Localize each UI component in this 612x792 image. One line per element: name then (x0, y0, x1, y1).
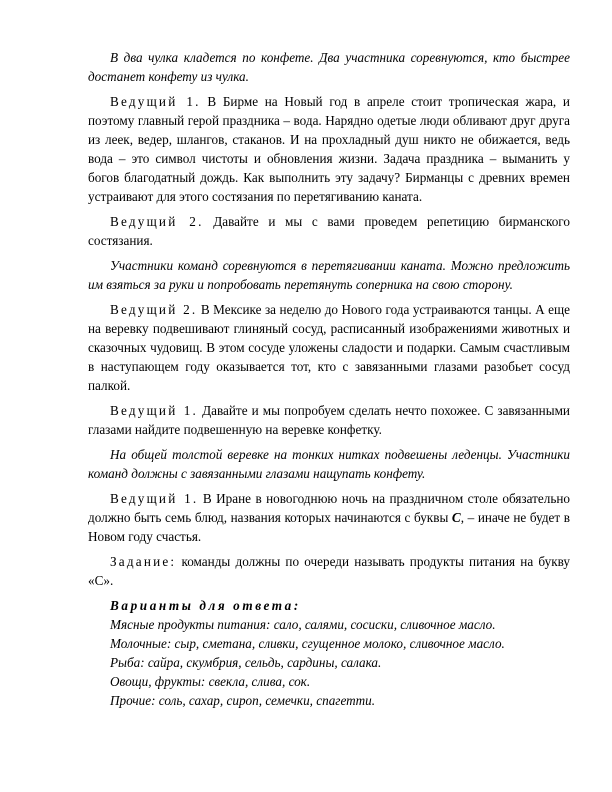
speaker-label: Ведущий 1. (110, 403, 199, 418)
document-page (88, 48, 570, 710)
paragraph-text: В Иране в новогоднюю ночь на праздничном столе обязательно должно быть семь блюд, названия которых начинаются с буквы (88, 491, 570, 525)
paragraph-text: В Мексике за неделю до Нового года устраиваются танцы. А еще на веревку подвешивают глиняный сосуд, расписанный изображениями животных и сказочных чудовищ. В этом сосуде уложены сладости и подарки. Самым счастливым в наступающем году оказывается тот, кто с завязанными глазами разобьет сосуд палкой. (88, 302, 570, 393)
paragraph-text: команды должны по очереди называть продукты питания на букву «С». (88, 554, 570, 588)
paragraph-task (88, 552, 570, 590)
paragraph-iran (88, 489, 570, 546)
list-item: Рыба: сайра, скумбрия, сельдь, сардины, салака. (110, 655, 382, 670)
speaker-label: Ведущий 1. (110, 94, 201, 109)
task-label: Задание: (110, 554, 177, 569)
paragraph-text: , – иначе не будет в Новом году счастья. (88, 510, 571, 544)
paragraph-text: Давайте и мы с вами проведем репетицию бирманского состязания. (88, 214, 570, 248)
answer-heading: Варианты для ответа: (110, 598, 301, 613)
paragraph-text: Давайте и мы попробуем сделать нечто похожее. С завязанными глазами найдите подвешенную на веревке конфетку. (88, 403, 570, 437)
paragraph-instruction-candy: На общей толстой веревке на тонких нитках подвешены леденцы. Участники команд должны с завязанными глазами нащупать конфету. (88, 447, 570, 481)
answer-list (88, 596, 570, 710)
list-item: Мясные продукты питания: сало, салями, сосиски, сливочное масло. (110, 617, 496, 632)
paragraph-text: В Бирме на Новый год в апреле стоит тропическая жара, и поэтому главный герой праздника – вода. Нарядно одетые люди обливают друг друга из леек, ведер, шлангов, стаканов. И на прохладный душ никто не обижается, ведь вода – это символ чистоты и обновления жизни. Задача праздника – выманить у богов благодатный дождь. Как выполнить эту задачу? Бирманцы с древних времен устраивают для этого состязания по перетягиванию каната. (88, 94, 570, 204)
speaker-label: Ведущий 2. (110, 302, 198, 317)
paragraph-instruction-stockings: В два чулка кладется по конфете. Два участника соревнуются, кто быстрее достанет конфету из чулка. (88, 50, 570, 84)
paragraph-rehearsal (88, 212, 570, 250)
speaker-label: Ведущий 2. (110, 214, 204, 229)
paragraph-mexico (88, 300, 570, 395)
speaker-label: Ведущий 1. (110, 491, 199, 506)
paragraph-instruction-tug: Участники команд соревнуются в перетягивании каната. Можно предложить им взяться за руки и попробовать перетянуть соперника на свою сторону. (88, 258, 570, 292)
list-item: Овощи, фрукты: свекла, слива, сок. (110, 674, 311, 689)
paragraph-blindfold (88, 401, 570, 439)
list-item: Молочные: сыр, сметана, сливки, сгущенное молоко, сливочное масло. (110, 636, 505, 651)
paragraph-burma (88, 92, 570, 206)
letter-highlight: С (451, 510, 461, 525)
list-item: Прочие: соль, сахар, сироп, семечки, спагетти. (110, 693, 376, 708)
